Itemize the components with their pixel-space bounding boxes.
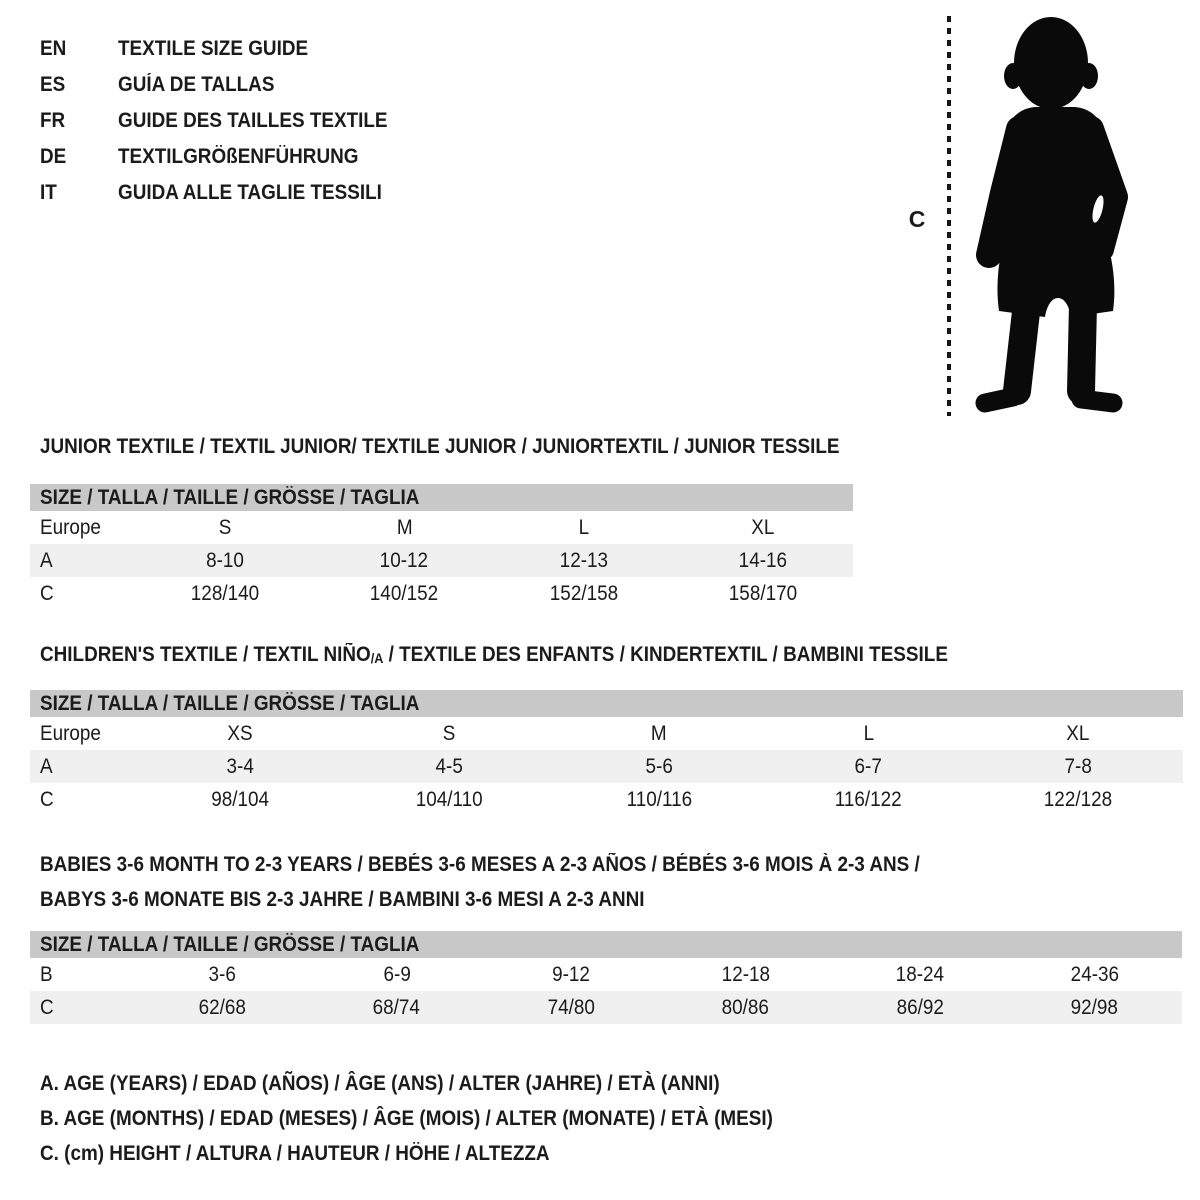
cell-value: 9-12 <box>552 962 591 986</box>
language-code: DE <box>40 145 67 168</box>
table-row-age <box>30 750 1183 783</box>
cell-value: 98/104 <box>210 787 269 811</box>
cell-value: 6-7 <box>854 754 883 778</box>
column-header: XS <box>227 721 253 745</box>
nino-a-subscript: /A <box>370 650 384 666</box>
column-header-row <box>30 511 853 544</box>
guide-title-de: TEXTILGRÖßENFÜHRUNG <box>118 145 359 168</box>
table-row-age <box>30 544 853 577</box>
column-header: XL <box>1066 721 1090 745</box>
language-code: ES <box>40 73 66 96</box>
cell-value: 122/128 <box>1044 787 1113 811</box>
cell-value: 7-8 <box>1064 754 1092 778</box>
column-header: M <box>651 721 667 745</box>
junior-size-table <box>30 484 853 610</box>
size-header: SIZE / TALLA / TAILLE / GRÖSSE / TAGLIA <box>40 485 420 509</box>
legend-age-years: A. AGE (YEARS) / EDAD (AÑOS) / ÂGE (ANS) / ALTER (JAHRE) / ETÀ (ANNI) <box>40 1072 720 1095</box>
height-measure-label: C <box>908 206 926 232</box>
guide-title-it: GUIDA ALLE TAGLIE TESSILI <box>118 181 382 204</box>
cell-value: 4-5 <box>435 754 464 778</box>
cell-value: 62/68 <box>198 995 246 1019</box>
cell-value: 18-24 <box>896 962 945 986</box>
table-row-height <box>30 783 1183 816</box>
column-header: S <box>218 515 232 539</box>
language-code: EN <box>40 37 67 60</box>
legend-height-cm: C. (cm) HEIGHT / ALTURA / HAUTEUR / HÖHE / ALTEZZA <box>40 1142 550 1165</box>
table-header-band <box>30 931 1182 958</box>
row-label: A <box>40 548 53 572</box>
language-row-de <box>40 139 417 175</box>
legend-age-months: B. AGE (MONTHS) / EDAD (MESES) / ÂGE (MOIS) / ALTER (MONATE) / ETÀ (MESI) <box>40 1107 773 1130</box>
height-dashed-line <box>947 16 951 416</box>
table-header-band <box>30 690 1183 717</box>
row-label: B <box>40 962 53 986</box>
size-header: SIZE / TALLA / TAILLE / GRÖSSE / TAGLIA <box>40 691 420 715</box>
cell-value: 92/98 <box>1071 995 1119 1019</box>
babies-title-line1: BABIES 3-6 MONTH TO 2-3 YEARS / BEBÉS 3-6 MESES A 2-3 AÑOS / BÉBÉS 3-6 MOIS À 2-3 ANS / <box>40 853 920 876</box>
row-label: C <box>40 581 54 605</box>
cell-value: 74/80 <box>547 995 595 1019</box>
babies-title-line2: BABYS 3-6 MONATE BIS 2-3 JAHRE / BAMBINI 3-6 MESI A 2-3 ANNI <box>40 888 645 911</box>
region-label: Europe <box>40 721 101 745</box>
region-label: Europe <box>40 515 101 539</box>
cell-value: 104/110 <box>415 787 483 811</box>
cell-value: 14-16 <box>739 548 788 572</box>
baby-silhouette <box>963 13 1138 415</box>
cell-value: 110/116 <box>626 787 692 811</box>
cell-value: 12-18 <box>721 962 770 986</box>
row-label: C <box>40 995 54 1019</box>
cell-value: 8-10 <box>205 548 244 572</box>
junior-section-title: JUNIOR TEXTILE / TEXTIL JUNIOR/ TEXTILE JUNIOR / JUNIORTEXTIL / JUNIOR TESSILE <box>40 435 840 458</box>
row-label: C <box>40 787 54 811</box>
guide-title-es: GUÍA DE TALLAS <box>118 73 275 96</box>
language-row-it <box>40 175 417 211</box>
table-header-band <box>30 484 853 511</box>
cell-value: 80/86 <box>722 995 770 1019</box>
language-list <box>40 31 417 211</box>
cell-value: 152/158 <box>549 581 618 605</box>
column-header: L <box>578 515 590 539</box>
size-header: SIZE / TALLA / TAILLE / GRÖSSE / TAGLIA <box>40 932 420 956</box>
cell-value: 5-6 <box>645 754 673 778</box>
babies-section-title <box>40 847 1018 917</box>
cell-value: 10-12 <box>380 548 429 572</box>
babies-size-table <box>30 931 1182 1024</box>
language-row-en <box>40 31 417 67</box>
cell-value: 86/92 <box>896 995 944 1019</box>
guide-title-fr: GUIDE DES TAILLES TEXTILE <box>118 109 388 132</box>
language-row-fr <box>40 103 417 139</box>
cell-value: 3-6 <box>208 962 236 986</box>
column-header: XL <box>751 515 775 539</box>
cell-value: 12-13 <box>559 548 608 572</box>
row-label: A <box>40 754 53 778</box>
column-header: M <box>396 515 413 539</box>
cell-value: 24-36 <box>1070 962 1119 986</box>
cell-value: 140/152 <box>370 581 439 605</box>
cell-value: 158/170 <box>729 581 798 605</box>
children-section-title: CHILDREN'S TEXTILE / TEXTIL NIÑO/A / TEXTILE DES ENFANTS / KINDERTEXTIL / BAMBINI TESSILE <box>40 643 948 666</box>
column-header: L <box>863 721 874 745</box>
table-row-height <box>30 577 853 610</box>
cell-value: 128/140 <box>190 581 259 605</box>
cell-value: 6-9 <box>383 962 411 986</box>
table-row-height <box>30 991 1182 1024</box>
column-header-row <box>30 717 1183 750</box>
measure-legend <box>40 1066 854 1171</box>
cell-value: 68/74 <box>373 995 421 1019</box>
children-size-table <box>30 690 1183 816</box>
language-code: IT <box>40 181 57 204</box>
language-row-es <box>40 67 417 103</box>
cell-value: 3-4 <box>226 754 254 778</box>
cell-value: 116/122 <box>835 787 903 811</box>
language-code: FR <box>40 109 66 132</box>
column-header: S <box>443 721 456 745</box>
table-row-age-months <box>30 958 1182 991</box>
guide-title-en: TEXTILE SIZE GUIDE <box>118 37 309 60</box>
